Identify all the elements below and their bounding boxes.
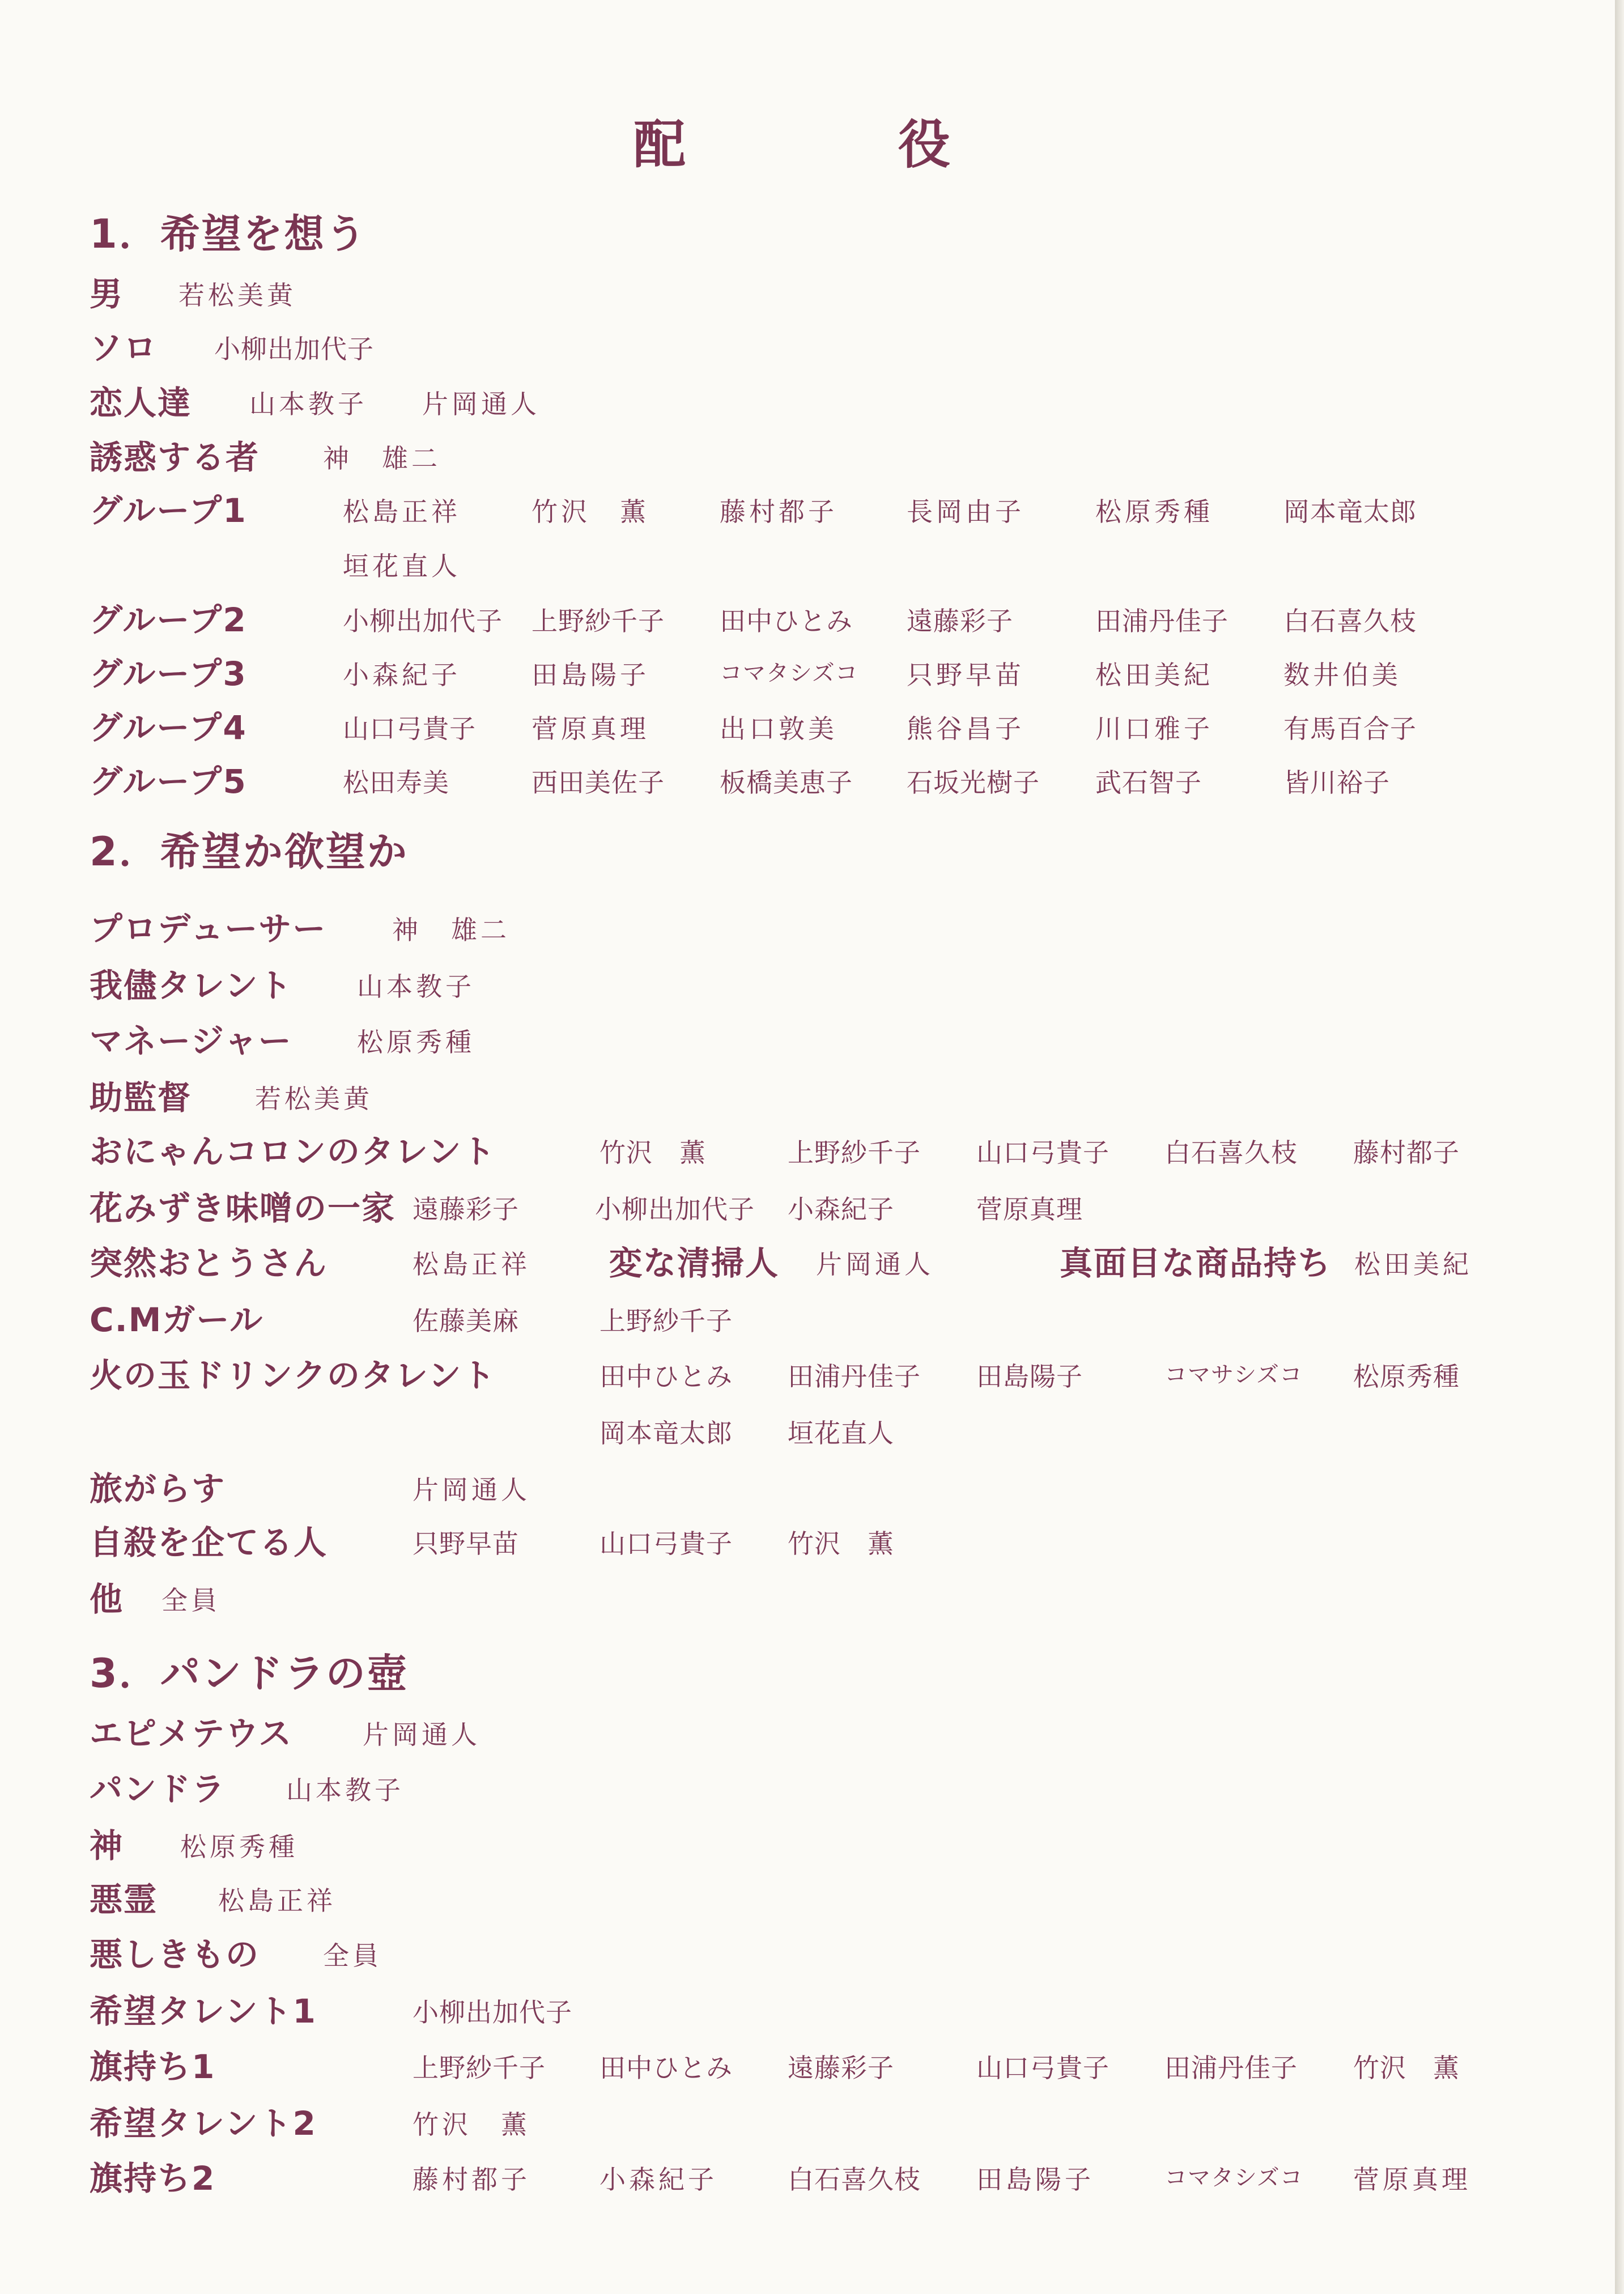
cast-name: 松原秀種 xyxy=(357,1027,475,1057)
cast-name: コマタシズコ xyxy=(1164,2165,1303,2191)
cast-name: 片岡通人 xyxy=(363,1719,481,1750)
cast-name: 田島陽子 xyxy=(532,660,649,690)
role-label: 我儘タレント xyxy=(90,966,293,1005)
role-label: グループ1 xyxy=(90,491,247,530)
role-label: 他 xyxy=(90,1580,124,1618)
cast-name: 遠藤彩子 xyxy=(907,606,1013,636)
cast-name: 松田寿美 xyxy=(343,767,449,798)
cast-name: 片岡通人 xyxy=(816,1249,934,1280)
cast-name: 竹沢 薫 xyxy=(413,2109,530,2140)
cast-name: 西田美佐子 xyxy=(532,767,665,798)
role-label: マネージャー xyxy=(90,1022,292,1060)
cast-name: 松田美紀 xyxy=(1354,1249,1472,1280)
role-label: 悪しきもの xyxy=(90,1935,260,1974)
cast-name: 上野紗千子 xyxy=(413,2053,546,2083)
cast-name: 田浦丹佳子 xyxy=(1095,606,1228,636)
cast-name: 岡本竜太郎 xyxy=(1283,496,1417,527)
cast-name: 只野早苗 xyxy=(413,1528,519,1559)
cast-name: 板橋美恵子 xyxy=(720,767,853,798)
cast-name: 垣花直人 xyxy=(788,1418,894,1448)
role-label: プロデューサー xyxy=(90,910,327,948)
cast-name: 山口弓貴子 xyxy=(976,1137,1109,1168)
cast-name: 竹沢 薫 xyxy=(1353,2053,1460,2083)
role-label: 変な清掃人 xyxy=(609,1244,780,1282)
cast-name: 小柳出加代子 xyxy=(413,1997,572,2028)
cast-name: 上野紗千子 xyxy=(600,1306,733,1336)
cast-name: 田浦丹佳子 xyxy=(788,1361,921,1392)
cast-name: 皆川裕子 xyxy=(1283,767,1390,798)
cast-name: 武石智子 xyxy=(1095,767,1202,798)
cast-name: 有馬百合子 xyxy=(1283,713,1417,744)
cast-name: 松島正祥 xyxy=(343,496,461,527)
cast-name: 松原秀種 xyxy=(1353,1361,1460,1392)
section-heading: 2．希望か欲望か xyxy=(90,829,409,875)
role-label: 花みずき味噌の一家 xyxy=(90,1189,396,1227)
cast-name: 山本教子 xyxy=(286,1775,404,1806)
cast-name: コマサシズコ xyxy=(1164,1362,1303,1388)
role-label: エピメテウス xyxy=(90,1714,293,1753)
cast-name: 長岡由子 xyxy=(907,496,1024,527)
role-label: 希望タレント1 xyxy=(90,1992,317,2030)
cast-name: 川口雅子 xyxy=(1095,713,1213,744)
cast-name: 松原秀種 xyxy=(1095,496,1213,527)
cast-name: 小柳出加代子 xyxy=(343,606,503,636)
cast-name: 竹沢 薫 xyxy=(532,496,649,527)
cast-name: 出口敦美 xyxy=(720,713,837,744)
cast-name: 神 雄二 xyxy=(323,443,441,474)
cast-name: 小柳出加代子 xyxy=(595,1194,755,1225)
cast-name: 白石喜久枝 xyxy=(1283,606,1417,636)
cast-name: 石坂光樹子 xyxy=(907,767,1040,798)
cast-name: 小森紀子 xyxy=(600,2164,717,2195)
role-label: 旅がらす xyxy=(90,1469,226,1508)
cast-name: 岡本竜太郎 xyxy=(600,1418,733,1448)
role-label: 火の玉ドリンクのタレント xyxy=(90,1356,496,1395)
role-label: 希望タレント2 xyxy=(90,2104,317,2143)
page-title-left: 配 xyxy=(634,114,686,175)
cast-name: 山口弓貴子 xyxy=(343,713,476,744)
cast-name: 山本教子 xyxy=(357,971,475,1002)
cast-name: 菅原真理 xyxy=(976,1194,1083,1225)
role-label: 神 xyxy=(90,1826,124,1865)
cast-name: 熊谷昌子 xyxy=(907,713,1024,744)
cast-name: 神 雄二 xyxy=(392,915,510,945)
cast-name: 小森紀子 xyxy=(343,660,461,690)
role-label: グループ5 xyxy=(90,762,247,801)
role-label: グループ3 xyxy=(90,655,247,693)
cast-name: 菅原真理 xyxy=(1353,2164,1471,2195)
cast-name: 数井伯美 xyxy=(1283,660,1401,690)
cast-name: 遠藤彩子 xyxy=(413,1194,519,1225)
role-label: C.Mガール xyxy=(90,1301,264,1339)
cast-name: 若松美黄 xyxy=(255,1084,373,1114)
section-heading: 3．パンドラの壺 xyxy=(90,1650,409,1697)
role-label: おにゃんコロンのタレント xyxy=(90,1132,496,1171)
cast-name: 白石喜久枝 xyxy=(1164,1137,1298,1168)
role-label: 誘惑する者 xyxy=(90,438,260,477)
cast-name: 片岡通人 xyxy=(413,1475,530,1505)
cast-name: 山口弓貴子 xyxy=(976,2053,1109,2083)
role-label: グループ4 xyxy=(90,708,247,747)
cast-name: 全員 xyxy=(323,1940,382,1971)
cast-name: 上野紗千子 xyxy=(788,1137,921,1168)
cast-name: 田島陽子 xyxy=(976,1361,1083,1392)
cast-name: 片岡通人 xyxy=(422,389,540,419)
cast-name: 藤村都子 xyxy=(1353,1137,1460,1168)
cast-name: 小柳出加代子 xyxy=(214,334,374,364)
cast-name: 田中ひとみ xyxy=(600,1361,733,1392)
role-label: 真面目な商品持ち xyxy=(1060,1244,1332,1282)
cast-name: 松原秀種 xyxy=(180,1832,298,1862)
role-label: 悪霊 xyxy=(90,1880,158,1919)
role-label: ソロ xyxy=(90,329,158,367)
cast-name: 竹沢 薫 xyxy=(788,1528,894,1559)
role-label: 助監督 xyxy=(90,1078,192,1117)
cast-name: 松島正祥 xyxy=(218,1885,336,1916)
cast-name: 田中ひとみ xyxy=(720,606,853,636)
role-label: 恋人達 xyxy=(90,384,192,422)
page-title-right: 役 xyxy=(898,114,951,175)
cast-name: 松島正祥 xyxy=(413,1249,530,1280)
cast-name: 竹沢 薫 xyxy=(600,1137,706,1168)
cast-name: 藤村都子 xyxy=(720,496,837,527)
cast-name: 山口弓貴子 xyxy=(600,1528,733,1559)
cast-name: 菅原真理 xyxy=(532,713,649,744)
cast-name: 松田美紀 xyxy=(1095,660,1213,690)
cast-name: 遠藤彩子 xyxy=(788,2053,894,2083)
cast-name: コマタシズコ xyxy=(720,660,858,686)
role-label: 旗持ち1 xyxy=(90,2047,216,2086)
role-label: 自殺を企てる人 xyxy=(90,1523,328,1562)
role-label: 突然おとうさん xyxy=(90,1244,328,1282)
cast-name: 佐藤美麻 xyxy=(413,1306,519,1336)
role-label: 男 xyxy=(90,275,124,313)
cast-name: 藤村都子 xyxy=(413,2164,530,2195)
cast-name: 田島陽子 xyxy=(976,2164,1094,2195)
cast-name: 白石喜久枝 xyxy=(788,2164,921,2195)
cast-name: 山本教子 xyxy=(249,389,367,419)
role-label: 旗持ち2 xyxy=(90,2159,216,2198)
cast-name: 若松美黄 xyxy=(178,280,296,311)
role-label: グループ2 xyxy=(90,601,247,639)
cast-name: 垣花直人 xyxy=(343,551,461,581)
cast-name: 上野紗千子 xyxy=(532,606,665,636)
cast-name: 全員 xyxy=(161,1585,220,1616)
cast-name: 只野早苗 xyxy=(907,660,1024,690)
role-label: パンドラ xyxy=(90,1770,226,1808)
cast-name: 小森紀子 xyxy=(788,1194,894,1225)
cast-name: 田浦丹佳子 xyxy=(1164,2053,1298,2083)
cast-name: 田中ひとみ xyxy=(600,2053,733,2083)
section-heading: 1．希望を想う xyxy=(90,211,367,257)
